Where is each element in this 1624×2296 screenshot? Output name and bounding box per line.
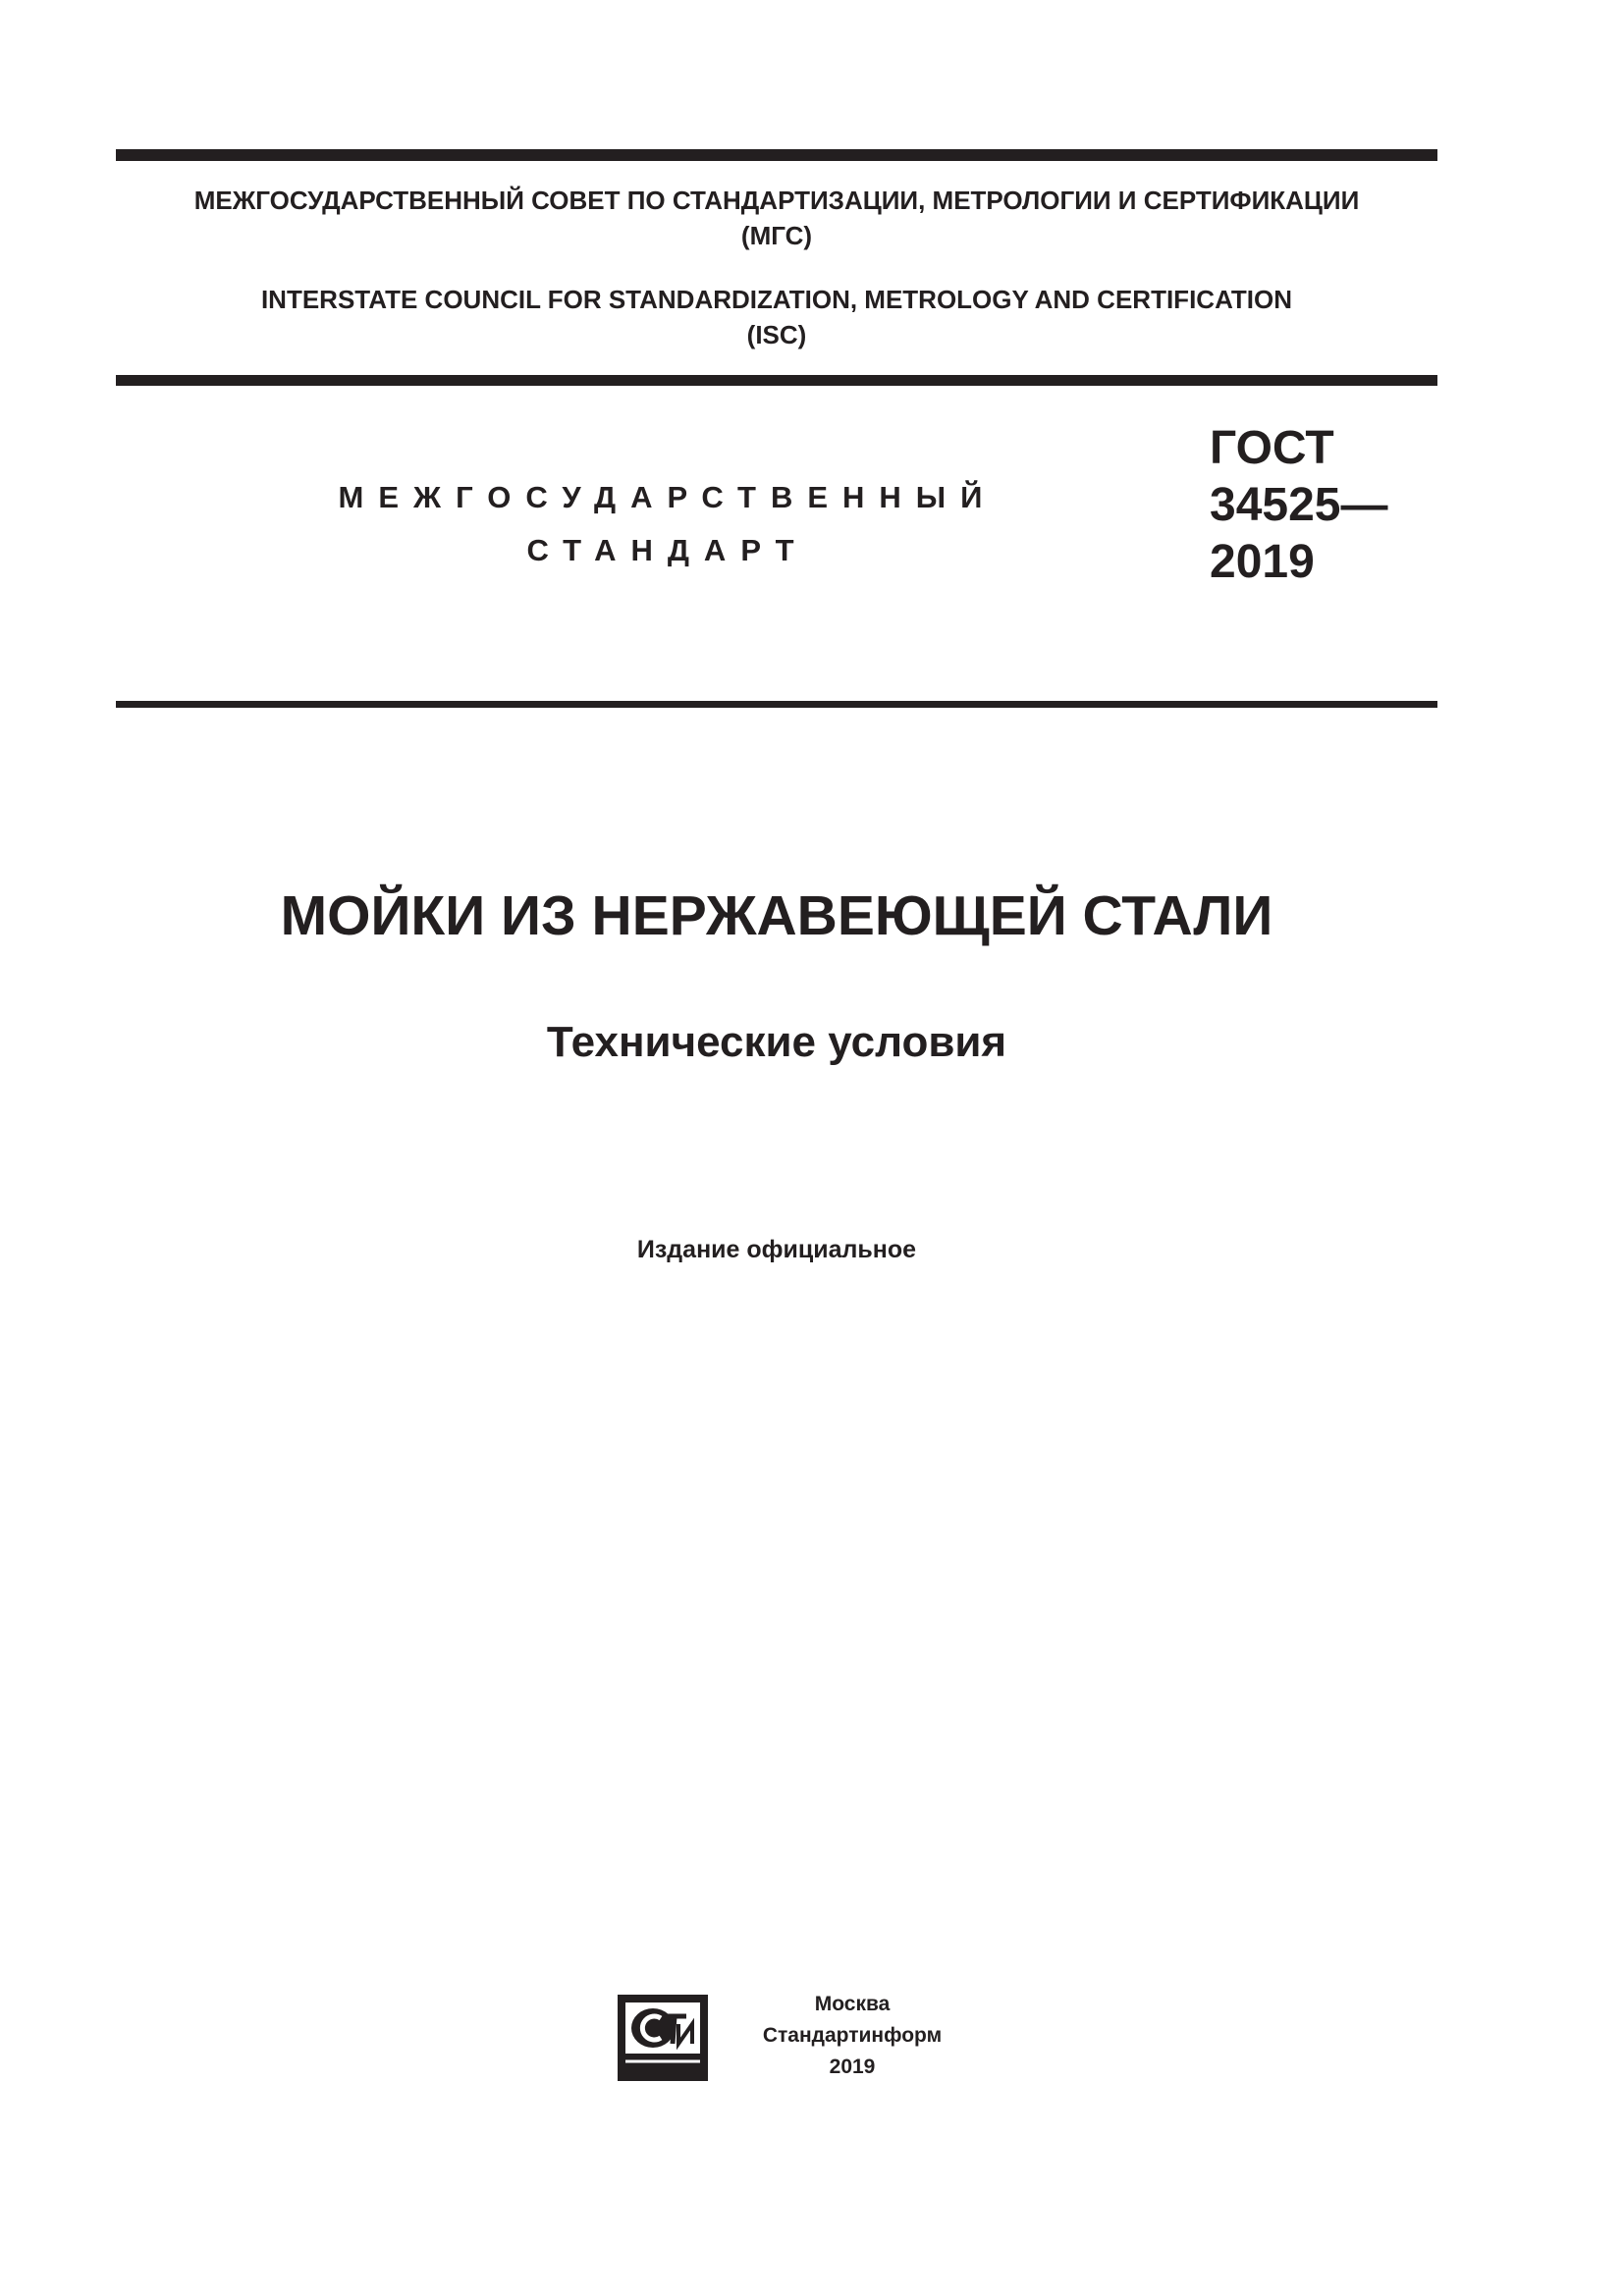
document-title: МОЙКИ ИЗ НЕРЖАВЕЮЩЕЙ СТАЛИ	[280, 884, 1273, 947]
standard-designation	[1210, 420, 1387, 591]
edition-note: Издание официальное	[636, 1236, 917, 1263]
council-ru-name: МЕЖГОСУДАРСТВЕННЫЙ СОВЕТ ПО СТАНДАРТИЗАЦИИ, МЕТРОЛОГИИ И СЕРТИФИКАЦИИ	[193, 186, 1360, 215]
standard-code: ГОСТ	[1210, 422, 1334, 474]
publisher-imprint	[705, 1989, 1000, 2083]
council-en	[116, 282, 1437, 352]
council-ru	[116, 183, 1437, 253]
standard-kind	[295, 471, 1041, 577]
standard-kind-line1: МЕЖГОСУДАРСТВЕННЫЙ	[338, 480, 998, 514]
standard-kind-line2: СТАНДАРТ	[526, 533, 809, 567]
standard-year: 2019	[1210, 536, 1315, 588]
publisher-year: 2019	[829, 2056, 876, 2078]
publisher-city: Москва	[814, 1993, 891, 2015]
standard-number: 34525—	[1210, 479, 1388, 531]
middle-rule	[116, 375, 1437, 386]
council-en-abbr: (ISC)	[746, 320, 807, 349]
publisher-name: Стандартинформ	[762, 2024, 943, 2047]
document-subtitle: Технические условия	[546, 1018, 1007, 1066]
top-rule	[116, 149, 1437, 161]
lower-rule	[116, 701, 1437, 708]
council-en-name: INTERSTATE COUNCIL FOR STANDARDIZATION, METROLOGY AND CERTIFICATION	[260, 285, 1293, 314]
standartinform-logo-icon	[616, 1991, 710, 2085]
council-ru-abbr: (МГС)	[740, 221, 813, 250]
